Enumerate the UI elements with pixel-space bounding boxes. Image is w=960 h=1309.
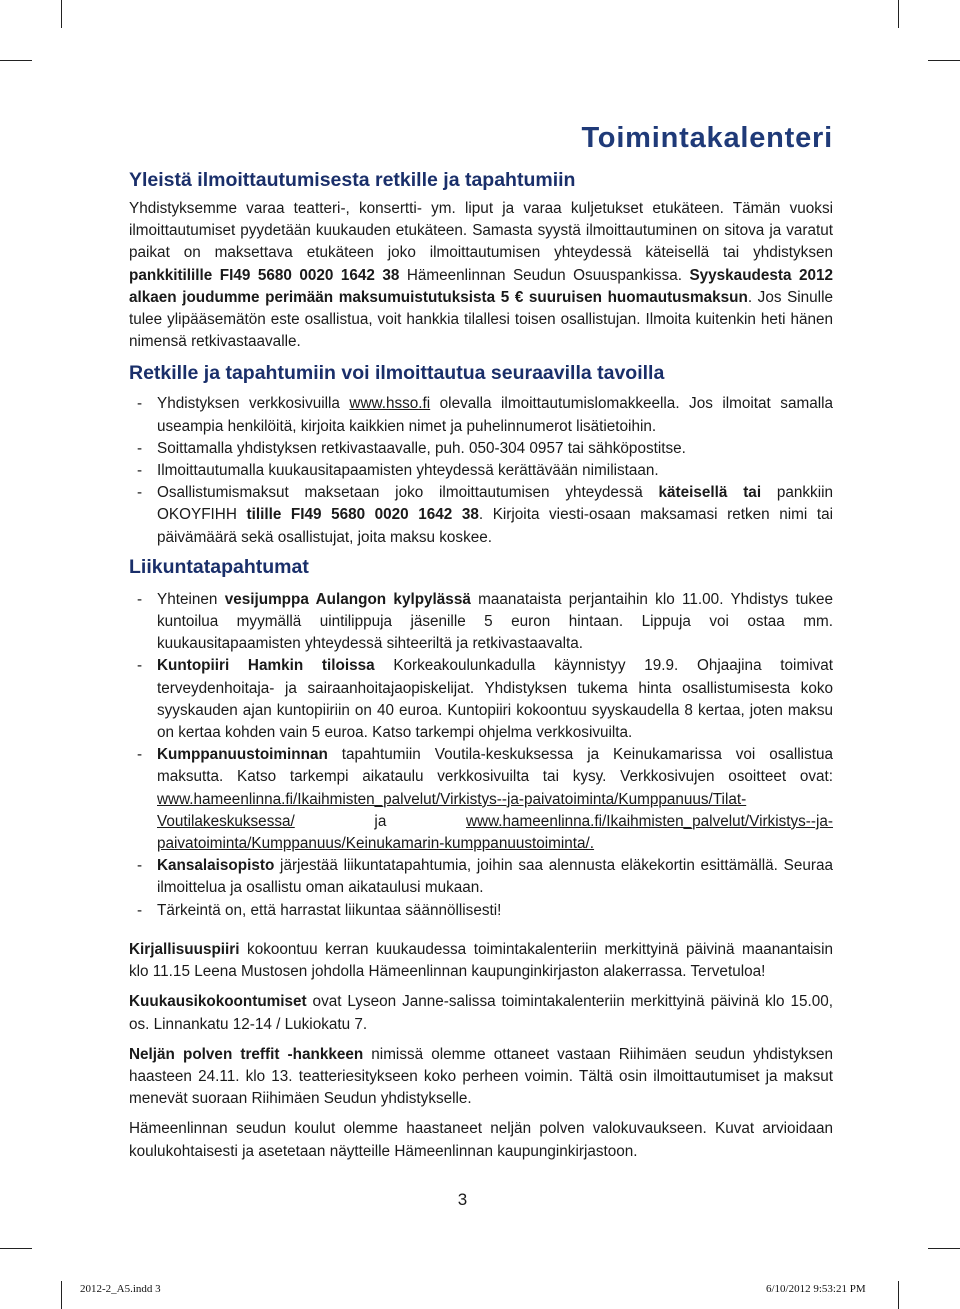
crop-mark-right-bottom xyxy=(928,1248,960,1249)
cash-bold: käteisellä tai xyxy=(658,484,762,502)
list-item xyxy=(129,855,833,899)
schools-paragraph: Hämeenlinnan seudun koulut olemme haastaneet neljän polven valokuvaukseen. Kuvat arvioidaan koulukohtaisesti ja asetetaan näytteille Hämeenlinnan kaupunginkirjastoon. xyxy=(129,1120,833,1160)
bank-account-bold: pankkitilille FI49 5680 0020 1642 38 xyxy=(129,266,400,284)
partnership-bold: Kumppanuustoiminnan xyxy=(157,746,328,764)
text-run: Hämeenlinnan Seudun Osuuspankissa. xyxy=(399,266,690,284)
account-bold: tilille FI49 5680 0020 1642 38 xyxy=(246,506,479,524)
crop-mark-top-right xyxy=(898,0,899,28)
adult-education-bold: Kansalaisopisto xyxy=(157,857,275,875)
text-run: järjestää liikuntatapahtumia, joihin saa alennusta eläkekortin esittämällä. Seuraa ilmoittelua ja osallistu oman aikataulusi mukaan. xyxy=(157,857,833,897)
page-content xyxy=(129,118,833,1163)
slug-file: 2012-2_A5.indd 3 xyxy=(80,1283,161,1295)
crop-mark-left-bottom xyxy=(0,1248,32,1249)
text-run: pankkiin OKOYFIHH xyxy=(157,484,833,524)
text-run: olevalla ilmoittautumislomakkeella. Jos ilmoitat samalla useampia henkilöitä, kirjoita kaikkien nimet ja puhelinnumerot lisätietoihin. xyxy=(157,395,834,435)
list-item xyxy=(129,393,833,437)
list-item: - Soittamalla yhdistyksen retkivastaavalle, puh. 050-304 0957 tai sähköpostitse. xyxy=(129,438,833,460)
registration-methods-list xyxy=(129,393,833,548)
monthly-meetings-bold: Kuukausikokoontumiset xyxy=(129,993,307,1011)
crop-mark-top-left xyxy=(61,0,62,28)
section-heading-registration: Yleistä ilmoittautumisesta retkille ja tapahtumiin xyxy=(129,169,576,191)
website-link[interactable]: www.hsso.fi xyxy=(349,395,431,413)
text-run: tapahtumiin Voutila-keskuksessa ja Keinukamarissa voi osallistua maksutta. Katso tarkempi aikataulu verkkosivuilta tai kysy. Verkkosivujen osoitteet ovat: xyxy=(157,746,833,786)
crop-mark-left-top xyxy=(0,60,32,61)
sports-events-list xyxy=(129,589,833,922)
text-run: maanataista perjantaihin klo 11.00. Yhdistys tukee kuntoilua myymällä uintilippuja jäsenille 5 euron hintaan. Lippuja voi ostaa mm. kuukausitapaamisten yhteydessä sihteeriltä ja retkivastaavalta. xyxy=(157,590,834,653)
text-run: Yhdistyksemme varaa teatteri-, konsertti- ym. liput ja varaa kuljetukset etukäteen. Tämän vuoksi ilmoittautumiset pyydetään kuukauden etukäteen. Samasta syystä ilmoittautuminen on sitova ja varatut paikat on maksettava etukäteen joko ilmoittautumisen yhteydessä käteisellä tai yhdistyksen xyxy=(129,200,833,262)
section-heading-sports: Liikuntatapahtumat xyxy=(129,555,309,578)
four-generations-paragraph xyxy=(129,1044,833,1111)
literature-circle-paragraph xyxy=(129,939,833,983)
text-run: ja xyxy=(294,812,466,830)
list-item xyxy=(129,744,833,855)
list-item: - Tärkeintä on, että harrastat liikuntaa säännöllisesti! xyxy=(129,900,833,922)
text-run: . Jos Sinulle tulee ylipääsemätön este osallistua, voit hankkia tilallesi toisen osallistujan. Ilmoita kuitenkin heti hänen nimensä retkivastaavalle. xyxy=(129,288,833,351)
aqua-gym-bold: vesijumppa Aulangon kylpylässä xyxy=(224,590,471,608)
slug-datetime: 6/10/2012 9:53:21 PM xyxy=(766,1283,866,1295)
keinukamari-link[interactable]: www.hameenlinna.fi/Ikaihmisten_palvelut/Virkistys--ja-paivatoiminta/Kumppanuus/Keinukamarin-kumppanuustoiminta/. xyxy=(157,812,833,853)
text-run: Korkeakoulunkadulla käynnistyy 19.9. Ohjaajina toimivat terveydenhoitaja- ja sairaanhoitajaopiskelijat. Yhdistyksen tukema hinta osallistumisesta koko syyskauden ajan kuntopiiriin on 40 euroa. Kuntopiiri kokoontuu syyskaudella 8 kertaa, joten maksu on kertaa kohden vain 5 euroa. Katso tarkempi ohjelma verkkosivuilta. xyxy=(157,657,833,742)
registration-paragraph xyxy=(129,198,833,353)
reminder-fee-bold: Syyskaudesta 2012 alkaen joudumme perimään maksumuistutuksista 5 € suuruisen huomautusmaksun xyxy=(129,266,833,306)
text-run: ovat Lyseon Janne-salissa toimintakalenteriin merkittyinä päivinä klo 15.00, os. Linnankatu 12-14 / Lukiokatu 7. xyxy=(129,993,833,1033)
monthly-meetings-paragraph xyxy=(129,991,833,1035)
page-number: 3 xyxy=(457,1190,468,1209)
text-run: Osallistumismaksut maksetaan joko ilmoittautumisen yhteydessä xyxy=(157,484,659,502)
four-generations-bold: Neljän polven treffit -hankkeen xyxy=(129,1045,364,1063)
text-run: . Kirjoita viesti-osaan maksamasi retken nimi tai päivämäärä sekä osallistujat, joita maksu koskee. xyxy=(157,506,834,546)
crop-mark-bottom-right xyxy=(898,1281,899,1309)
text-run: nimissä olemme ottaneet vastaan Riihimäen seudun yhdistyksen haasteen 24.11. klo 13. teatteriesitykseen koko perheen voimin. Tältä osin ilmoittautumiset ja maksut menevät suoraan Riihimäen Seudun yhdistykselle. xyxy=(129,1045,834,1108)
text-run: kokoontuu kerran kuukaudessa toimintakalenteriin merkittyinä päivinä maanantaisin klo 11.15 Leena Mustosen johdolla Hämeenlinnan kaupunginkirjaston alakerrassa. Tervetuloa! xyxy=(129,940,833,981)
list-item: - Ilmoittautumalla kuukausitapaamisten yhteydessä kerättävään nimilistaan. xyxy=(129,460,833,482)
list-item xyxy=(129,589,833,656)
page-title: Toimintakalenteri xyxy=(581,122,833,154)
crop-mark-right-top xyxy=(928,60,960,61)
list-item xyxy=(129,655,833,744)
section-heading-how-to-register: Retkille ja tapahtumiin voi ilmoittautua seuraavilla tavoilla xyxy=(129,362,665,385)
literature-circle-bold: Kirjallisuuspiiri xyxy=(129,940,240,958)
text-run: Yhteinen xyxy=(157,590,225,608)
fitness-circle-bold: Kuntopiiri Hamkin tiloissa xyxy=(157,657,375,675)
voutila-link[interactable]: www.hameenlinna.fi/Ikaihmisten_palvelut/Virkistys--ja-paivatoiminta/Kumppanuus/Tilat-Voutilakeskuksessa/ xyxy=(157,790,747,830)
list-item xyxy=(129,482,833,549)
crop-mark-bottom-left xyxy=(61,1281,62,1309)
text-run: Yhdistyksen verkkosivuilla xyxy=(157,395,350,413)
